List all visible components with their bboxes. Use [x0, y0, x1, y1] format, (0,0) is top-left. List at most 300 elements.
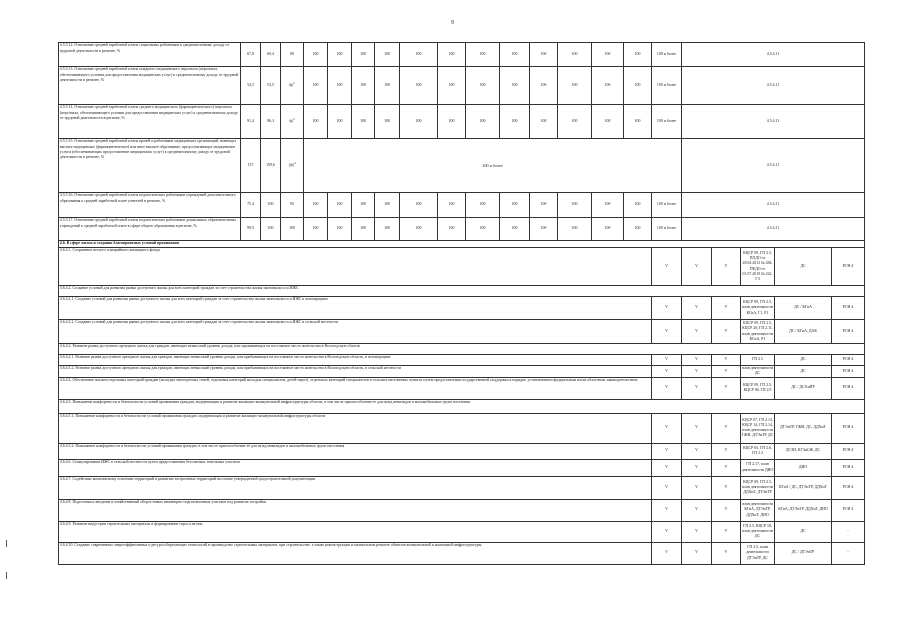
- indicator-value-text: 100: [448, 226, 455, 231]
- task-description: 4.6.4.1. Сохранение ветхого и аварийного жилищного фонда: [59, 248, 652, 286]
- indicator-value-text: 75,4: [247, 202, 254, 207]
- indicator-value: [438, 67, 466, 105]
- indicator-value: [466, 218, 500, 241]
- task-description: 4.6.4.6. Стимулирование ИЖС в сельской местности путем предоставления бесплатных земельных участков: [59, 459, 652, 476]
- indicator-value: [438, 218, 466, 241]
- indicator-value: [592, 218, 624, 241]
- indicator-value: [500, 105, 530, 139]
- indicator-value-text: 100: [634, 226, 641, 231]
- task-row: [59, 366, 865, 378]
- task-code: -: [832, 542, 865, 564]
- indicator-name: 4.5.5.17. Отношение средней заработной платы педагогических работников дошкольных образовательных учреждений к средней заработной плате в сфере общего образования в регионе, %: [59, 218, 241, 241]
- indicator-value-text: 67,8: [247, 51, 254, 56]
- indicator-value-text: 100: [312, 82, 319, 87]
- indicator-value-text: 137: [247, 162, 254, 167]
- indicator-value: [241, 105, 261, 139]
- task-description: 4.6.4.2.2. Создание условий для развития рынка доступного жилья для всех категорий граждан за счет строительства жилья экономкласса и ИЖС в сельской местности: [59, 320, 652, 344]
- indicator-value-text: 100: [415, 118, 422, 123]
- section-row: [59, 241, 865, 248]
- indicator-value: [530, 105, 558, 139]
- indicator-value: [592, 43, 624, 67]
- indicator-value: [400, 218, 438, 241]
- indicator-value-text: 100: [604, 118, 611, 123]
- indicator-value-text: 100: [415, 82, 422, 87]
- indicator-value-text: 90: [289, 119, 294, 124]
- indicator-value-text: 100: [384, 82, 390, 87]
- period-mark: V: [712, 542, 741, 564]
- task-row: [59, 443, 865, 459]
- indicator-value-text: 100: [571, 82, 578, 87]
- period-mark: V: [682, 297, 712, 320]
- indicator-name: 4.5.5.13. Отношение средней заработной платы младшего медицинского персонала (персонала, обеспечивающего условия для предоставления медицинских услуг) к среднемесячному доходу от трудовой деятельности в регионе, %: [59, 67, 241, 105]
- period-mark: V: [712, 377, 741, 399]
- task-description: 4.6.4.2. Создание условий для развития рынка доступного жилья для всех категорий граждан за счет строительства жилья экономкласса и ИЖС: [59, 286, 865, 297]
- task-documents: КЦСР 09, ГП 2.5, план деятельности ДДХиТ, ДТЭиТР: [741, 476, 775, 499]
- indicator-value-text: 100: [511, 51, 518, 56]
- period-mark: V: [682, 443, 712, 459]
- indicator-value-text: 100: [604, 202, 611, 207]
- period-mark: V: [712, 476, 741, 499]
- indicator-value: [592, 193, 624, 218]
- task-executor: ДС / КГиА, ДАК: [775, 320, 832, 344]
- task-code: РСН 4: [832, 499, 865, 521]
- indicator-value-text: 100: [448, 51, 455, 56]
- indicator-row: [59, 218, 865, 241]
- indicator-value-text: 100: [312, 51, 319, 56]
- indicator-value-text: 100: [540, 82, 547, 87]
- indicator-value: [438, 43, 466, 67]
- indicator-value: [530, 193, 558, 218]
- indicator-value-text: 100: [511, 226, 518, 231]
- task-documents: КЦСР 05, ГП 2.6, ГП 2.3: [741, 443, 775, 459]
- period-mark: V: [652, 297, 682, 320]
- indicator-value: [352, 193, 375, 218]
- indicator-value-text: 95: [290, 202, 294, 207]
- task-documents: КЦСР 09, ГП 2.5, ПЛДО от 28.04.2013 № 484, ПЕДО от 01.07.2019 № 222, ГЗ: [741, 248, 775, 286]
- indicator-value-text: 100: [336, 118, 343, 123]
- indicator-name: 4.5.5.16. Отношение средней заработной платы педагогических работников учреждений дополнительного образования к средней заработной плате учителей в регионе, %: [59, 193, 241, 218]
- indicator-value: [558, 67, 592, 105]
- indicator-value-text: 100: [336, 82, 343, 87]
- indicator-code: 4.5.4.11: [682, 193, 865, 218]
- period-mark: V: [652, 366, 682, 378]
- indicator-value-text: 100 и более: [656, 51, 677, 56]
- indicator-value: [624, 193, 652, 218]
- task-executor: ДС: [775, 355, 832, 366]
- indicator-value: [652, 218, 682, 241]
- indicator-value-text: 100: [479, 226, 486, 231]
- indicator-value: [558, 105, 592, 139]
- indicator-value-text: 60,4: [267, 51, 274, 56]
- indicator-value-text: 86,3: [267, 118, 274, 123]
- indicator-value-text: 100: [360, 202, 366, 207]
- task-executor: КГиА / ДС, ДТЭиТР, ДДХиТ: [775, 476, 832, 499]
- period-mark: V: [712, 459, 741, 476]
- indicator-value-text: 100: [336, 202, 343, 207]
- task-documents: ГП 2.17, план деятельности ДИО: [741, 459, 775, 476]
- period-mark: V: [652, 377, 682, 399]
- indicator-value: [241, 43, 261, 67]
- indicator-value: [352, 43, 375, 67]
- task-executor: ДС / ДТЭиТР: [775, 542, 832, 564]
- indicator-value-text: 100: [415, 51, 422, 56]
- indicator-value: [400, 193, 438, 218]
- indicator-value: [375, 193, 400, 218]
- indicator-value-text: 100 и более: [656, 202, 677, 207]
- task-row: [59, 248, 865, 286]
- task-row: [59, 297, 865, 320]
- indicator-value: [261, 105, 281, 139]
- indicator-value: [466, 105, 500, 139]
- task-row: [59, 377, 865, 399]
- indicator-value: [304, 43, 328, 67]
- indicator-value: [592, 67, 624, 105]
- indicator-value-text: 53,5: [267, 82, 274, 87]
- period-mark: V: [682, 413, 712, 443]
- indicator-value-text: 100: [571, 118, 578, 123]
- indicator-value: [530, 43, 558, 67]
- period-mark: V: [682, 521, 712, 542]
- indicator-value-text: 100: [511, 118, 518, 123]
- indicator-value: [652, 193, 682, 218]
- indicator-value-text: 100: [479, 202, 486, 207]
- task-row: [59, 344, 865, 355]
- indicator-value: [624, 105, 652, 139]
- indicator-value-text: 100: [360, 226, 366, 231]
- period-mark: V: [682, 355, 712, 366]
- indicator-value-text: 100: [360, 51, 366, 56]
- task-documents: КЦСР 07, ГП 2.13, КЦСР 14, ГП 2.14, план деятельности ГЖИ, ДТЭиТР, ДС: [741, 413, 775, 443]
- period-mark: V: [712, 297, 741, 320]
- task-code: РСН 4: [832, 297, 865, 320]
- task-code: РСН 4: [832, 377, 865, 399]
- indicator-value: [438, 193, 466, 218]
- task-description: 4.6.4.5.1. Повышение комфортности и безопасности условий проживания граждан, модернизация и развитие жилищно-коммунальной инфраструктуры области: [59, 413, 652, 443]
- indicator-row: [59, 67, 865, 105]
- task-documents: КЦСР 09, ГП 2.5, КЦСР 06, ГП 2.9: [741, 377, 775, 399]
- indicator-value-text: 100: [604, 51, 611, 56]
- period-mark: V: [682, 459, 712, 476]
- scan-mark: [6, 572, 7, 579]
- indicator-value-text: 100 и более: [656, 82, 677, 87]
- task-documents: КЦСР 09, ГП 2.5, план деятельности КГиА, Г1, Р1: [741, 297, 775, 320]
- indicator-value: [261, 67, 281, 105]
- period-mark: V: [712, 443, 741, 459]
- task-row: [59, 476, 865, 499]
- task-executor: ДС: [775, 366, 832, 378]
- period-mark: V: [652, 320, 682, 344]
- indicator-value-text: 100: [312, 118, 319, 123]
- indicator-value-text: 100: [312, 226, 319, 231]
- task-code: -: [832, 521, 865, 542]
- indicator-value: [328, 218, 352, 241]
- indicator-value-text: 100: [415, 226, 422, 231]
- task-description: 4.6.4.7. Содействие комплексному освоению территорий и развитию застроенных территорий на основе утвержденной градостроительной документации: [59, 476, 652, 499]
- indicator-value: [304, 218, 328, 241]
- period-mark: V: [682, 499, 712, 521]
- period-mark: V: [712, 499, 741, 521]
- period-mark: V: [712, 320, 741, 344]
- indicator-value-text: 159,6: [266, 162, 275, 167]
- indicator-value: [375, 105, 400, 139]
- indicator-value: [352, 105, 375, 139]
- period-mark: V: [682, 377, 712, 399]
- task-description: 4.6.4.5.2. Повышение комфортности и безопасности условий проживания граждан, в том числе приспособление ее для нужд инвалидов и маломобильных групп населения: [59, 443, 652, 459]
- indicator-value-text: 100: [384, 118, 390, 123]
- indicator-value-text: 100 и более: [656, 226, 677, 231]
- period-mark: V: [652, 521, 682, 542]
- period-mark: V: [712, 366, 741, 378]
- task-row: [59, 413, 865, 443]
- indicator-value-text: 180: [288, 163, 295, 168]
- period-mark: V: [652, 248, 682, 286]
- indicator-value: [352, 67, 375, 105]
- indicator-value-text: 100: [336, 51, 343, 56]
- indicator-value: [624, 43, 652, 67]
- indicator-value: [281, 218, 304, 241]
- indicator-value-text: 100: [511, 202, 518, 207]
- indicator-value: [304, 67, 328, 105]
- indicator-code: 4.5.4.11: [682, 67, 865, 105]
- indicator-value: [304, 193, 328, 218]
- section-title: 4.6. В сфере жилья и создания благоприятных условий проживания: [59, 241, 865, 248]
- indicator-value: [500, 43, 530, 67]
- indicator-value: [241, 193, 261, 218]
- task-executor: ДС / ДСХиПР: [775, 377, 832, 399]
- task-documents: КЦСР 09, ГП 2.5, КЦСР 20, ГП 2.11, план деятельности КГиА, Р1: [741, 320, 775, 344]
- page-number: 9: [451, 20, 454, 26]
- task-row: [59, 521, 865, 542]
- indicator-value-text: 100: [571, 51, 578, 56]
- task-code: РСН 4: [832, 476, 865, 499]
- scan-mark: [6, 540, 7, 547]
- task-description: 4.6.4.3.2. Развитие рынка доступного арендного жилья для граждан, имеющих невысокий уровень дохода, или прибывающих на постоянное место жительства в Вологодскую область, в сельской местности: [59, 366, 652, 378]
- indicator-value-text: 100: [634, 82, 641, 87]
- indicator-value: [558, 218, 592, 241]
- period-mark: V: [682, 366, 712, 378]
- indicator-value-text: 100: [511, 82, 518, 87]
- indicator-name: 4.5.5.12. Отношение средней заработной платы социальных работников к среднемесячному доходу от трудовой деятельности в регионе, %: [59, 43, 241, 67]
- indicator-code: 4.5.4.11: [682, 218, 865, 241]
- indicator-value: [281, 105, 304, 139]
- indicator-value-text: 100: [540, 51, 547, 56]
- indicator-value-text: 100: [360, 118, 366, 123]
- period-mark: V: [712, 355, 741, 366]
- indicator-value: [375, 67, 400, 105]
- indicator-value: [558, 193, 592, 218]
- indicator-value: [624, 218, 652, 241]
- task-code: РСН 4: [832, 248, 865, 286]
- indicator-value: [328, 43, 352, 67]
- program-table-container: [58, 42, 864, 565]
- task-documents: ГП 2.5, КЦСР 18, план деятельности ДС: [741, 521, 775, 542]
- indicator-value-text: 100: [604, 82, 611, 87]
- indicator-merged-value: 200 и более: [304, 139, 682, 193]
- indicator-value-text: 91,4: [247, 118, 254, 123]
- indicator-value-text: 100: [415, 202, 422, 207]
- indicator-value: [438, 105, 466, 139]
- indicator-value: [466, 43, 500, 67]
- task-description: 4.6.4.10. Создание современных энергоэффективных и ресурсосберегающих технологий в производство строительных материалов, при строительстве, а также реконструкции и капитальном ремонте объектов коммунальной и жилищной инфраструктуры: [59, 542, 652, 564]
- task-row: [59, 355, 865, 366]
- indicator-value: [281, 43, 304, 67]
- indicator-value-text: 80: [290, 51, 294, 56]
- task-description: 4.6.4.9. Развитие индустрии строительных материалов и формирование спроса на них: [59, 521, 652, 542]
- task-description: 4.6.4.8. Подготовка и введение в хозяйственный оборот новых инженерно-подготовленных участков под развитие застройки: [59, 499, 652, 521]
- indicator-value: [500, 67, 530, 105]
- indicator-value-text: 100: [448, 118, 455, 123]
- indicator-value: [652, 43, 682, 67]
- task-executor: ДСЗН, КГЗиСЖ, ДС: [775, 443, 832, 459]
- indicator-code: 4.5.4.11: [682, 105, 865, 139]
- task-executor: ДС: [775, 248, 832, 286]
- task-executor: КГиА, ДТЭиТР, ДДХиТ, ДИО: [775, 499, 832, 521]
- indicator-value-text: 100: [634, 202, 641, 207]
- indicator-value: [328, 105, 352, 139]
- period-mark: V: [682, 248, 712, 286]
- task-code: РСН 4: [832, 366, 865, 378]
- indicator-value-text: 100: [634, 51, 641, 56]
- indicator-value: [241, 67, 261, 105]
- indicator-value-text: 99,5: [247, 226, 254, 231]
- task-documents: ГП 2.5, план деятельности ДТЭиТР, ДС: [741, 542, 775, 564]
- indicator-value-text: 100: [267, 202, 274, 207]
- indicator-value: [400, 67, 438, 105]
- indicator-value: [375, 218, 400, 241]
- indicator-value-text: 100: [571, 226, 578, 231]
- period-mark: V: [652, 542, 682, 564]
- period-mark: V: [652, 459, 682, 476]
- task-code: РСН 4: [832, 355, 865, 366]
- indicator-value: [500, 218, 530, 241]
- indicator-value: [281, 67, 304, 105]
- task-executor: ДС: [775, 521, 832, 542]
- indicator-value-text: 100: [448, 82, 455, 87]
- indicator-value-text: 100: [540, 118, 547, 123]
- task-row: [59, 459, 865, 476]
- task-executor: ДС / КГиА: [775, 297, 832, 320]
- indicator-value: [652, 67, 682, 105]
- indicator-row: [59, 105, 865, 139]
- indicator-value: [261, 193, 281, 218]
- indicator-value-text: 100: [571, 202, 578, 207]
- period-mark: V: [712, 413, 741, 443]
- program-table: [58, 42, 865, 565]
- indicator-value: [304, 105, 328, 139]
- indicator-row: [59, 43, 865, 67]
- indicator-value-text: 100: [289, 226, 295, 231]
- indicator-value: [375, 43, 400, 67]
- period-mark: V: [652, 476, 682, 499]
- indicator-value: [261, 218, 281, 241]
- indicator-value-text: 100: [384, 51, 390, 56]
- task-code: РСН 4: [832, 413, 865, 443]
- task-documents: ГП 2.5: [741, 355, 775, 366]
- indicator-value: [241, 218, 261, 241]
- indicator-value: [261, 139, 281, 193]
- task-description: 4.6.4.2. Развитие рынка доступного арендного жилья для граждан, имеющих невысокий уровень дохода, или проживающих на постоянное место жительства в Вологодскую область: [59, 344, 865, 355]
- indicator-value-text: 100: [448, 202, 455, 207]
- indicator-value-text: 100: [479, 118, 486, 123]
- indicator-value: [400, 43, 438, 67]
- indicator-value: [500, 193, 530, 218]
- indicator-value: [466, 193, 500, 218]
- indicator-value-text: 100: [479, 82, 486, 87]
- indicator-value: [241, 139, 261, 193]
- indicator-value: [466, 67, 500, 105]
- task-description: 4.6.4.2.1. Создание условий для развития рынка доступного жилья для всех категорий граждан за счет строительства жилья экономкласса и ИЖС в агломерациях: [59, 297, 652, 320]
- indicator-value-text: 100: [479, 51, 486, 56]
- indicator-code: 4.5.4.11: [682, 139, 865, 193]
- indicator-code: 4.5.4.11: [682, 43, 865, 67]
- indicator-value-text: 80: [289, 83, 294, 88]
- task-description: 4.6.4.5. Повышение комфортности и безопасности условий проживания граждан, модернизация и развитие жилищно-коммунальной инфраструктуры области, в том числе приспособление ее для нужд инвалидов и маломобильных групп населения: [59, 399, 865, 413]
- indicator-value: [400, 105, 438, 139]
- indicator-value: [558, 43, 592, 67]
- period-mark: V: [712, 248, 741, 286]
- task-row: [59, 320, 865, 344]
- indicator-value: [352, 218, 375, 241]
- indicator-value-text: 54,5: [247, 82, 254, 87]
- indicator-value: [328, 67, 352, 105]
- indicator-value-text: 100: [384, 226, 390, 231]
- indicator-value: [328, 193, 352, 218]
- task-description: 4.6.4.4. Обеспечение жильем отдельных категорий граждан (молодых многодетных семей, отдельных категорий молодых специалистов, детей-сирот), отдельных категорий специалистов в сельских населенных пунктах путем предоставления государственной поддержки в порядке, установленном федеральным и/или областным законодательством: [59, 377, 652, 399]
- task-row: [59, 542, 865, 564]
- task-row: [59, 286, 865, 297]
- indicator-value: [592, 105, 624, 139]
- indicator-value-text: 100: [336, 226, 343, 231]
- period-mark: V: [652, 443, 682, 459]
- period-mark: V: [652, 355, 682, 366]
- task-code: РСН 4: [832, 320, 865, 344]
- indicator-value-text: 100: [540, 202, 547, 207]
- period-mark: V: [652, 413, 682, 443]
- indicator-value: [530, 218, 558, 241]
- indicator-value-text: 100: [360, 82, 366, 87]
- task-documents: план деятельности КГиА, ДТЭиТР, ДДХиТ, ДИО: [741, 499, 775, 521]
- period-mark: V: [652, 499, 682, 521]
- footnote-mark: 3: [293, 116, 295, 121]
- task-description: 4.6.4.2.1. Развитие рынка доступного арендного жилья для граждан, имеющих невысокий уровень дохода, или прибывающих на постоянное место жительства в Вологодскую область, в агломерациях: [59, 355, 652, 366]
- period-mark: V: [682, 542, 712, 564]
- indicator-value-text: 100 и более: [656, 118, 677, 123]
- indicator-value-text: 100: [604, 226, 611, 231]
- indicator-value: [261, 43, 281, 67]
- footnote-mark: 2: [293, 80, 295, 85]
- period-mark: V: [682, 320, 712, 344]
- task-documents: план деятельности ДС: [741, 366, 774, 376]
- indicator-name: 4.5.5.14. Отношение средней заработной платы среднего медицинского (фармацевтического) персонала (персонала, обеспечивающего условия для предоставления медицинских услуг) к среднемесячному доходу от трудовой деятельности в регионе, %: [59, 105, 241, 139]
- task-row: [59, 499, 865, 521]
- indicator-value-text: 100: [312, 202, 319, 207]
- indicator-value: [530, 67, 558, 105]
- task-code: РСН 4: [832, 443, 865, 459]
- period-mark: V: [682, 476, 712, 499]
- indicator-row: [59, 193, 865, 218]
- indicator-value-text: 100: [540, 226, 547, 231]
- indicator-value: [281, 193, 304, 218]
- indicator-value: [281, 139, 304, 193]
- indicator-value-text: 100: [384, 202, 390, 207]
- task-row: [59, 399, 865, 413]
- task-code: РСН 4: [832, 459, 865, 476]
- indicator-value-text: 100: [267, 226, 274, 231]
- indicator-value: [624, 67, 652, 105]
- indicator-row: [59, 139, 865, 193]
- task-executor: ДИО: [775, 459, 832, 476]
- indicator-value: [652, 105, 682, 139]
